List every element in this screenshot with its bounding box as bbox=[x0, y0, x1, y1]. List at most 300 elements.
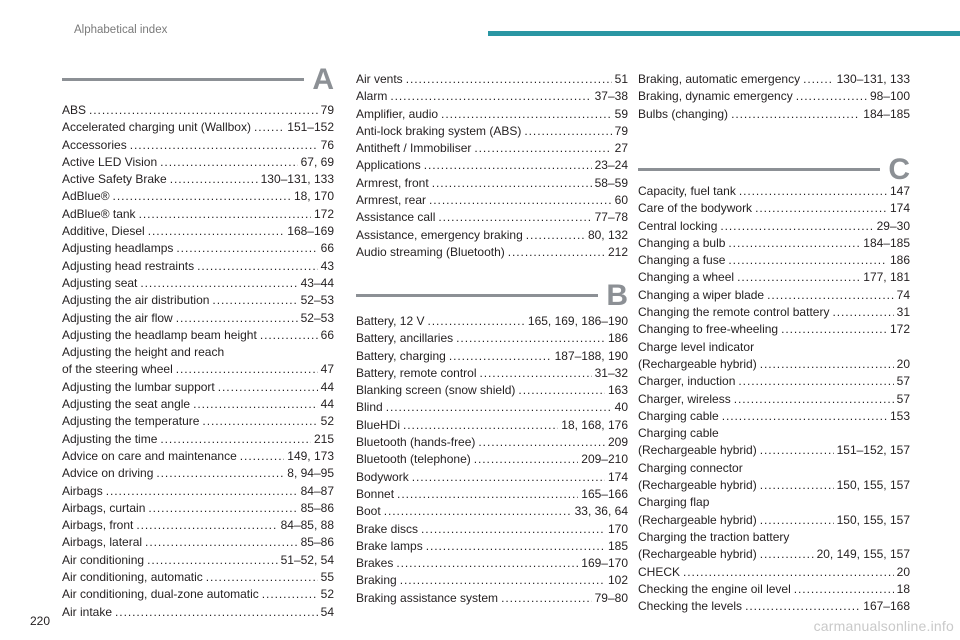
section-letter: C bbox=[888, 153, 910, 186]
index-entry bbox=[62, 240, 334, 257]
entry-pages: 47 bbox=[320, 362, 334, 377]
entry-term: Capacity, fuel tank bbox=[638, 184, 736, 198]
entry-term: Airbags bbox=[62, 483, 103, 498]
index-entry bbox=[62, 448, 334, 465]
entry-term: Bonnet bbox=[356, 486, 395, 501]
index-entry bbox=[356, 434, 628, 451]
entry-pages: 187–188, 190 bbox=[554, 348, 628, 363]
index-entry bbox=[638, 339, 910, 356]
entry-term: Assistance, emergency braking bbox=[356, 227, 523, 242]
entry-term: Alarm bbox=[356, 89, 388, 104]
entry-term: (Rechargeable hybrid) bbox=[638, 443, 757, 458]
entry-pages: 168–169 bbox=[287, 224, 334, 239]
entry-term: Charger, wireless bbox=[638, 391, 731, 406]
entry-pages: 43–44 bbox=[300, 275, 334, 290]
entry-pages: 185 bbox=[607, 538, 628, 553]
entry-term: Antitheft / Immobiliser bbox=[356, 141, 472, 156]
index-entry bbox=[356, 503, 628, 520]
running-header: Alphabetical index bbox=[74, 24, 168, 36]
index-entry bbox=[62, 379, 334, 396]
entry-pages: 150, 155, 157 bbox=[836, 512, 910, 527]
entry-list-a2 bbox=[356, 71, 628, 261]
entry-pages: 169–170 bbox=[581, 556, 628, 571]
index-entry bbox=[62, 206, 334, 223]
entry-pages: 52–53 bbox=[300, 310, 334, 325]
index-entry bbox=[638, 356, 910, 373]
dot-leader bbox=[396, 555, 578, 572]
dot-leader bbox=[384, 503, 572, 520]
entry-pages: 215 bbox=[313, 431, 334, 446]
index-entry bbox=[62, 604, 334, 621]
dot-leader bbox=[518, 382, 605, 399]
entry-pages: 52 bbox=[320, 587, 334, 602]
section-letter: A bbox=[312, 63, 334, 96]
entry-term: (Rechargeable hybrid) bbox=[638, 478, 757, 493]
dot-leader bbox=[254, 119, 284, 136]
index-entry bbox=[638, 106, 910, 123]
entry-pages: 165, 169, 186–190 bbox=[527, 314, 628, 328]
dot-leader bbox=[480, 365, 592, 382]
entry-pages: 150, 155, 157 bbox=[836, 478, 910, 493]
dot-leader bbox=[755, 200, 887, 217]
entry-term: Central locking bbox=[638, 218, 718, 233]
dot-leader bbox=[832, 304, 893, 321]
entry-term: Bluetooth (telephone) bbox=[356, 452, 471, 467]
index-entry bbox=[62, 586, 334, 603]
index-entry bbox=[356, 538, 628, 555]
dot-leader bbox=[722, 408, 887, 425]
entry-term: Blanking screen (snow shield) bbox=[356, 383, 516, 398]
dot-leader bbox=[760, 477, 834, 494]
index-entry bbox=[62, 569, 334, 586]
dot-leader bbox=[728, 252, 887, 269]
index-entry bbox=[356, 365, 628, 382]
index-entry bbox=[638, 581, 910, 598]
entry-term: Adjusting head restraints bbox=[62, 258, 195, 273]
index-entry bbox=[638, 391, 910, 408]
index-entry bbox=[62, 258, 334, 275]
index-entry bbox=[638, 425, 910, 442]
entry-pages: 167–168 bbox=[863, 599, 910, 614]
index-entry bbox=[638, 269, 910, 286]
entry-pages: 44 bbox=[320, 397, 334, 412]
entry-term: Changing a bulb bbox=[638, 235, 726, 250]
entry-term: Care of the bodywork bbox=[638, 201, 753, 216]
dot-leader bbox=[193, 396, 318, 413]
dot-leader bbox=[524, 123, 611, 140]
page-number: 220 bbox=[30, 614, 51, 628]
index-entry bbox=[638, 512, 910, 529]
entry-term: Adjusting the time bbox=[62, 431, 158, 446]
entry-pages: 52–53 bbox=[300, 293, 334, 308]
entry-pages: 79 bbox=[614, 123, 628, 138]
index-entry bbox=[62, 396, 334, 413]
dot-leader bbox=[474, 140, 611, 157]
entry-term: Armrest, front bbox=[356, 175, 429, 190]
index-entry bbox=[638, 71, 910, 88]
watermark: carmanualsonline.info bbox=[813, 618, 954, 634]
index-entry bbox=[62, 154, 334, 171]
index-entry bbox=[356, 175, 628, 192]
entry-term: Adjusting the air distribution bbox=[62, 293, 210, 308]
index-entry bbox=[638, 88, 910, 105]
section-divider bbox=[62, 78, 304, 81]
entry-pages: 77–78 bbox=[594, 210, 628, 225]
dot-leader bbox=[176, 240, 317, 257]
index-entry bbox=[638, 183, 910, 200]
section-divider bbox=[638, 168, 880, 171]
entry-pages: 20 bbox=[896, 564, 910, 579]
dot-leader bbox=[115, 604, 318, 621]
dot-leader bbox=[400, 572, 605, 589]
entry-pages: 85–86 bbox=[300, 500, 334, 515]
entry-term: Advice on driving bbox=[62, 466, 154, 481]
entry-term: Charging cable bbox=[638, 426, 719, 441]
dot-leader bbox=[106, 483, 298, 500]
entry-pages: 184–185 bbox=[863, 235, 910, 250]
dot-leader bbox=[260, 327, 318, 344]
dot-leader bbox=[170, 171, 258, 188]
index-entry bbox=[356, 399, 628, 416]
entry-term: Airbags, curtain bbox=[62, 500, 146, 515]
entry-term: Changing a wiper blade bbox=[638, 287, 765, 302]
index-entry bbox=[62, 223, 334, 240]
dot-leader bbox=[803, 71, 834, 88]
dot-leader bbox=[156, 465, 284, 482]
dot-leader bbox=[438, 209, 591, 226]
entry-term: Active LED Vision bbox=[62, 154, 158, 169]
entry-term: Audio streaming (Bluetooth) bbox=[356, 244, 505, 259]
dot-leader bbox=[745, 598, 860, 615]
dot-leader bbox=[148, 223, 285, 240]
index-entry bbox=[62, 344, 334, 361]
entry-term: Charge level indicator bbox=[638, 339, 755, 354]
entry-term: Battery, 12 V bbox=[356, 314, 425, 328]
entry-term: Adjusting seat bbox=[62, 275, 138, 290]
dot-leader bbox=[397, 486, 578, 503]
entry-pages: 59 bbox=[614, 106, 628, 121]
dot-leader bbox=[429, 192, 612, 209]
entry-pages: 74 bbox=[896, 287, 910, 302]
index-entry bbox=[356, 71, 628, 88]
index-entry bbox=[62, 483, 334, 500]
index-entry bbox=[62, 517, 334, 534]
entry-term: Battery, charging bbox=[356, 348, 446, 363]
entry-term: Bluetooth (hands-free) bbox=[356, 435, 476, 450]
entry-pages: 130–131, 133 bbox=[836, 72, 910, 86]
entry-term: Advice on care and maintenance bbox=[62, 448, 237, 463]
section-letter: B bbox=[606, 279, 628, 312]
entry-term: Charging flap bbox=[638, 495, 710, 510]
entry-term: Changing a wheel bbox=[638, 270, 735, 285]
entry-pages: 8, 94–95 bbox=[287, 466, 334, 481]
entry-pages: 67, 69 bbox=[300, 154, 334, 169]
index-entry bbox=[356, 140, 628, 157]
dot-leader bbox=[421, 521, 605, 538]
dot-leader bbox=[449, 348, 552, 365]
index-entry bbox=[638, 252, 910, 269]
index-entry bbox=[356, 486, 628, 503]
index-entry bbox=[356, 590, 628, 607]
entry-term: Adjusting headlamps bbox=[62, 241, 174, 256]
entry-pages: 165–166 bbox=[581, 486, 628, 501]
index-entry bbox=[62, 102, 334, 119]
index-entry bbox=[356, 451, 628, 468]
entry-term: Brake discs bbox=[356, 521, 419, 536]
index-entry bbox=[356, 192, 628, 209]
entry-pages: 163 bbox=[607, 383, 628, 398]
entry-pages: 147 bbox=[889, 184, 910, 198]
dot-leader bbox=[760, 512, 834, 529]
entry-term: Anti-lock braking system (ABS) bbox=[356, 123, 522, 138]
dot-leader bbox=[441, 106, 612, 123]
entry-list-b2 bbox=[638, 71, 910, 123]
entry-term: AdBlue® bbox=[62, 189, 110, 204]
dot-leader bbox=[218, 379, 318, 396]
index-entry bbox=[638, 218, 910, 235]
dot-leader bbox=[737, 269, 860, 286]
index-entry bbox=[638, 200, 910, 217]
index-entry bbox=[356, 382, 628, 399]
index-entry bbox=[356, 348, 628, 365]
entry-list-c bbox=[638, 183, 910, 615]
entry-term: Adjusting the temperature bbox=[62, 414, 200, 429]
index-entry bbox=[638, 235, 910, 252]
index-entry bbox=[62, 275, 334, 292]
index-entry bbox=[638, 598, 910, 615]
index-entry bbox=[62, 188, 334, 205]
entry-pages: 153 bbox=[889, 408, 910, 423]
dot-leader bbox=[526, 227, 585, 244]
entry-pages: 51–52, 54 bbox=[280, 552, 334, 567]
index-entry bbox=[356, 209, 628, 226]
index-entry bbox=[356, 330, 628, 347]
entry-pages: 44 bbox=[320, 379, 334, 394]
entry-term: Air intake bbox=[62, 604, 113, 619]
dot-leader bbox=[728, 235, 860, 252]
dot-leader bbox=[767, 287, 894, 304]
index-entry bbox=[356, 469, 628, 486]
index-entry bbox=[356, 157, 628, 174]
dot-leader bbox=[212, 292, 297, 309]
dot-leader bbox=[130, 137, 318, 154]
entry-list-a1 bbox=[62, 102, 334, 621]
index-entry bbox=[62, 413, 334, 430]
dot-leader bbox=[160, 431, 311, 448]
dot-leader bbox=[478, 434, 605, 451]
entry-pages: 37–38 bbox=[594, 89, 628, 104]
index-entry bbox=[638, 408, 910, 425]
index-entry bbox=[62, 119, 334, 136]
dot-leader bbox=[176, 310, 298, 327]
entry-pages: 186 bbox=[889, 253, 910, 268]
dot-leader bbox=[760, 356, 894, 373]
dot-leader bbox=[147, 552, 278, 569]
entry-pages: 58–59 bbox=[594, 175, 628, 190]
entry-pages: 76 bbox=[320, 137, 334, 152]
index-entry bbox=[356, 555, 628, 572]
dot-leader bbox=[139, 206, 311, 223]
index-entry bbox=[638, 529, 910, 546]
entry-term: Braking, automatic emergency bbox=[638, 72, 801, 86]
section-divider bbox=[356, 294, 598, 297]
entry-pages: 29–30 bbox=[876, 218, 910, 233]
entry-term: Airbags, front bbox=[62, 518, 134, 533]
entry-pages: 209 bbox=[607, 435, 628, 450]
entry-term: BlueHDi bbox=[356, 417, 401, 432]
entry-term: Boot bbox=[356, 504, 381, 519]
index-entry bbox=[62, 327, 334, 344]
entry-pages: 27 bbox=[614, 141, 628, 156]
entry-term: Charging cable bbox=[638, 408, 719, 423]
index-entry bbox=[356, 244, 628, 261]
entry-pages: 57 bbox=[896, 391, 910, 406]
dot-leader bbox=[206, 569, 318, 586]
index-entry bbox=[638, 373, 910, 390]
dot-leader bbox=[720, 218, 873, 235]
entry-pages: 149, 173 bbox=[287, 448, 334, 463]
entry-pages: 174 bbox=[607, 469, 628, 484]
index-entry bbox=[356, 572, 628, 589]
entry-pages: 31–32 bbox=[594, 365, 628, 380]
index-entry bbox=[356, 313, 628, 330]
index-entry bbox=[62, 292, 334, 309]
dot-leader bbox=[731, 106, 860, 123]
dot-leader bbox=[202, 413, 317, 430]
entry-term: Charging connector bbox=[638, 460, 743, 475]
entry-pages: 52 bbox=[320, 414, 334, 429]
entry-term: Changing a fuse bbox=[638, 253, 726, 268]
dot-leader bbox=[738, 373, 893, 390]
dot-leader bbox=[427, 313, 524, 330]
dot-leader bbox=[426, 538, 605, 555]
dot-leader bbox=[262, 586, 318, 603]
entry-pages: 184–185 bbox=[863, 106, 910, 121]
section-header-a bbox=[62, 64, 334, 104]
index-entry bbox=[638, 460, 910, 477]
dot-leader bbox=[197, 258, 318, 275]
dot-leader bbox=[794, 581, 894, 598]
dot-leader bbox=[456, 330, 605, 347]
entry-pages: 80, 132 bbox=[587, 227, 628, 242]
entry-term: Assistance call bbox=[356, 210, 436, 225]
dot-leader bbox=[390, 88, 591, 105]
entry-pages: 151–152 bbox=[287, 120, 334, 135]
entry-term: Adjusting the height and reach bbox=[62, 345, 225, 360]
entry-pages: 172 bbox=[313, 206, 334, 221]
dot-leader bbox=[760, 442, 834, 459]
index-entry bbox=[638, 287, 910, 304]
index-entry bbox=[62, 534, 334, 551]
entry-term: Checking the levels bbox=[638, 599, 743, 614]
dot-leader bbox=[760, 546, 814, 563]
entry-pages: 212 bbox=[607, 244, 628, 259]
entry-list-b1 bbox=[356, 313, 628, 607]
entry-pages: 31 bbox=[896, 305, 910, 320]
entry-term: (Rechargeable hybrid) bbox=[638, 356, 757, 371]
index-entry bbox=[62, 465, 334, 482]
dot-leader bbox=[160, 154, 297, 171]
entry-pages: 20 bbox=[896, 356, 910, 371]
index-entry bbox=[62, 361, 334, 378]
index-entry bbox=[638, 546, 910, 563]
entry-pages: 66 bbox=[320, 241, 334, 256]
dot-leader bbox=[474, 451, 579, 468]
entry-term: Charging the traction battery bbox=[638, 529, 790, 544]
dot-leader bbox=[386, 399, 612, 416]
index-entry bbox=[356, 521, 628, 538]
dot-leader bbox=[432, 175, 592, 192]
entry-term: Bulbs (changing) bbox=[638, 106, 729, 121]
index-entry bbox=[638, 494, 910, 511]
entry-term: (Rechargeable hybrid) bbox=[638, 512, 757, 527]
index-entry bbox=[638, 477, 910, 494]
entry-pages: 85–86 bbox=[300, 535, 334, 550]
dot-leader bbox=[145, 534, 298, 551]
dot-leader bbox=[781, 321, 887, 338]
entry-pages: 51 bbox=[614, 72, 628, 86]
entry-term: Adjusting the air flow bbox=[62, 310, 173, 325]
dot-leader bbox=[796, 88, 867, 105]
index-entry bbox=[62, 552, 334, 569]
entry-pages: 43 bbox=[320, 258, 334, 273]
entry-term: AdBlue® tank bbox=[62, 206, 136, 221]
index-entry bbox=[62, 171, 334, 188]
entry-pages: 18, 170 bbox=[293, 189, 334, 204]
entry-pages: 186 bbox=[607, 331, 628, 346]
entry-term: ABS bbox=[62, 103, 87, 117]
dot-leader bbox=[424, 157, 592, 174]
entry-term: Adjusting the headlamp beam height bbox=[62, 327, 257, 342]
entry-term: Changing to free-wheeling bbox=[638, 322, 779, 337]
entry-term: Blind bbox=[356, 400, 383, 415]
entry-term: Applications bbox=[356, 158, 421, 173]
entry-term: Battery, ancillaries bbox=[356, 331, 454, 346]
dot-leader bbox=[403, 417, 558, 434]
index-entry bbox=[356, 106, 628, 123]
entry-pages: 18, 168, 176 bbox=[561, 417, 628, 432]
index-entry bbox=[356, 88, 628, 105]
dot-leader bbox=[113, 188, 291, 205]
entry-term: Changing the remote control battery bbox=[638, 305, 830, 320]
index-entry bbox=[356, 123, 628, 140]
dot-leader bbox=[148, 500, 297, 517]
entry-pages: 66 bbox=[320, 327, 334, 342]
header-accent-bar bbox=[488, 31, 960, 36]
index-entry bbox=[356, 227, 628, 244]
index-entry bbox=[638, 564, 910, 581]
entry-pages: 102 bbox=[607, 573, 628, 588]
entry-term: (Rechargeable hybrid) bbox=[638, 547, 757, 562]
entry-pages: 40 bbox=[614, 400, 628, 415]
entry-term: Accessories bbox=[62, 137, 127, 152]
index-entry bbox=[638, 304, 910, 321]
entry-pages: 177, 181 bbox=[863, 270, 910, 285]
index-entry bbox=[62, 310, 334, 327]
entry-pages: 84–85, 88 bbox=[280, 518, 334, 533]
dot-leader bbox=[412, 469, 605, 486]
entry-pages: 84–87 bbox=[300, 483, 334, 498]
entry-pages: 170 bbox=[607, 521, 628, 536]
dot-leader bbox=[501, 590, 592, 607]
dot-leader bbox=[683, 564, 894, 581]
entry-term: Airbags, lateral bbox=[62, 535, 143, 550]
index-entry bbox=[62, 500, 334, 517]
entry-term: Brakes bbox=[356, 556, 394, 571]
entry-term: Armrest, rear bbox=[356, 193, 427, 208]
entry-term: Bodywork bbox=[356, 469, 409, 484]
entry-term: Air conditioning, dual-zone automatic bbox=[62, 587, 259, 602]
